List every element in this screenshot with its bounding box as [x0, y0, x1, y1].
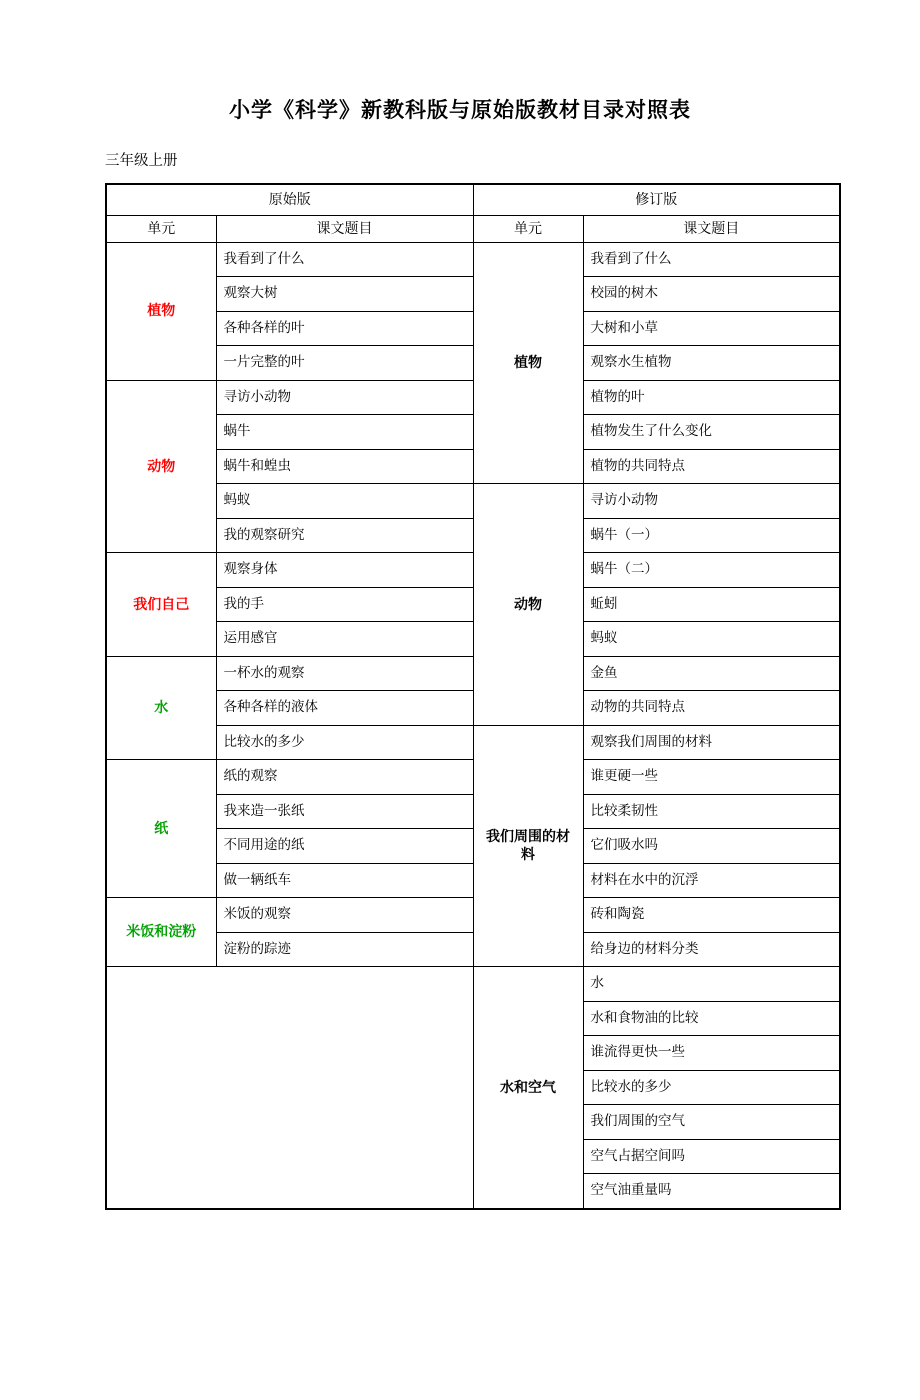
table-row: [106, 967, 840, 1002]
lesson-cell-revised: 比较柔韧性: [583, 794, 840, 829]
lesson-cell-revised: 空气油重量吗: [583, 1174, 840, 1209]
grade-label: 三年级上册: [105, 153, 178, 170]
lesson-cell-revised: 砖和陶瓷: [583, 898, 840, 933]
lesson-cell-original: 各种各样的液体: [216, 691, 473, 726]
lesson-cell-revised: 校园的树木: [583, 277, 840, 312]
lesson-cell-revised: 金鱼: [583, 656, 840, 691]
lesson-cell-original: 蜗牛和蝗虫: [216, 449, 473, 484]
subheader-lesson-revised: 课文题目: [583, 215, 840, 242]
lesson-cell-original: 不同用途的纸: [216, 829, 473, 864]
unit-cell-original: 水: [106, 656, 216, 760]
table-row: [106, 484, 840, 519]
lesson-cell-revised: 蜗牛（一）: [583, 518, 840, 553]
lesson-cell-revised: 观察水生植物: [583, 346, 840, 381]
lesson-cell-original: 我的观察研究: [216, 518, 473, 553]
unit-cell-revised: 水和空气: [473, 967, 583, 1209]
lesson-cell-original: 我的手: [216, 587, 473, 622]
unit-cell-original: 米饭和淀粉: [106, 898, 216, 967]
lesson-cell-revised: 蚯蚓: [583, 587, 840, 622]
lesson-cell-original: 蚂蚁: [216, 484, 473, 519]
lesson-cell-original: 观察身体: [216, 553, 473, 588]
table-header-row: [106, 184, 840, 216]
subheader-unit-revised: 单元: [473, 215, 583, 242]
table-row: [106, 242, 840, 277]
lesson-cell-original: 寻访小动物: [216, 380, 473, 415]
lesson-cell-revised: 谁更硬一些: [583, 760, 840, 795]
unit-cell-original: 纸: [106, 760, 216, 898]
lesson-cell-original: 做一辆纸车: [216, 863, 473, 898]
document-page: [0, 98, 920, 1400]
header-original-version: 原始版: [106, 184, 473, 216]
comparison-table: [105, 183, 841, 1210]
table-row: [106, 725, 840, 760]
unit-cell-revised: 动物: [473, 484, 583, 726]
lesson-cell-revised: 蜗牛（二）: [583, 553, 840, 588]
lesson-cell-original: 各种各样的叶: [216, 311, 473, 346]
lesson-cell-revised: 空气占据空间吗: [583, 1139, 840, 1174]
lesson-cell-revised: 给身边的材料分类: [583, 932, 840, 967]
lesson-cell-original: 米饭的观察: [216, 898, 473, 933]
unit-cell-original: 动物: [106, 380, 216, 553]
lesson-cell-revised: 植物的共同特点: [583, 449, 840, 484]
lesson-cell-revised: 水: [583, 967, 840, 1002]
unit-cell-original: 植物: [106, 242, 216, 380]
lesson-cell-revised: 材料在水中的沉浮: [583, 863, 840, 898]
lesson-cell-original: 我看到了什么: [216, 242, 473, 277]
lesson-cell-revised: 寻访小动物: [583, 484, 840, 519]
unit-cell-revised: 我们周围的材料: [473, 725, 583, 967]
lesson-cell-revised: 我们周围的空气: [583, 1105, 840, 1140]
lesson-cell-revised: 植物发生了什么变化: [583, 415, 840, 450]
page-title: 小学《科学》新教科版与原始版教材目录对照表: [229, 99, 691, 122]
lesson-cell-original: 我来造一张纸: [216, 794, 473, 829]
lesson-cell-original: 运用感官: [216, 622, 473, 657]
lesson-cell-original: 一杯水的观察: [216, 656, 473, 691]
lesson-cell-revised: 动物的共同特点: [583, 691, 840, 726]
header-revised-version: 修订版: [473, 184, 840, 216]
subheader-unit-original: 单元: [106, 215, 216, 242]
lesson-cell-original: 淀粉的踪迹: [216, 932, 473, 967]
empty-original-cell: [106, 967, 473, 1209]
lesson-cell-original: 蜗牛: [216, 415, 473, 450]
table-subheader-row: [106, 215, 840, 242]
lesson-cell-original: 比较水的多少: [216, 725, 473, 760]
lesson-cell-revised: 它们吸水吗: [583, 829, 840, 864]
lesson-cell-original: 纸的观察: [216, 760, 473, 795]
lesson-cell-revised: 比较水的多少: [583, 1070, 840, 1105]
lesson-cell-revised: 大树和小草: [583, 311, 840, 346]
subheader-lesson-original: 课文题目: [216, 215, 473, 242]
lesson-cell-revised: 观察我们周围的材料: [583, 725, 840, 760]
lesson-cell-revised: 水和食物油的比较: [583, 1001, 840, 1036]
lesson-cell-revised: 植物的叶: [583, 380, 840, 415]
unit-cell-revised: 植物: [473, 242, 583, 484]
lesson-cell-revised: 谁流得更快一些: [583, 1036, 840, 1071]
lesson-cell-revised: 蚂蚁: [583, 622, 840, 657]
lesson-cell-original: 观察大树: [216, 277, 473, 312]
lesson-cell-revised: 我看到了什么: [583, 242, 840, 277]
unit-cell-original: 我们自己: [106, 553, 216, 657]
lesson-cell-original: 一片完整的叶: [216, 346, 473, 381]
